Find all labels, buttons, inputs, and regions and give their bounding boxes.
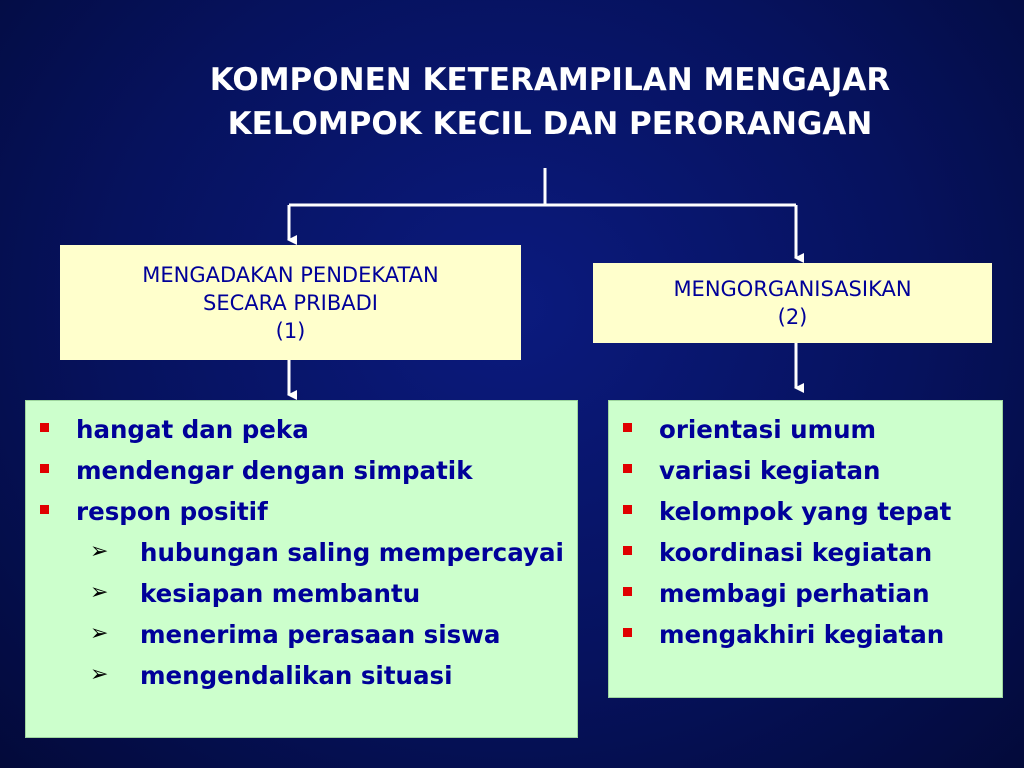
box-pendekatan-number: (1) bbox=[275, 318, 306, 343]
list-mengorganisasikan bbox=[608, 400, 1003, 698]
arrowhead-bullet-icon: ➢ bbox=[90, 621, 109, 646]
list-item-text: kelompok yang tepat bbox=[659, 497, 952, 526]
red-square-bullet-icon bbox=[40, 423, 49, 432]
box-mengorganisasikan bbox=[593, 263, 992, 343]
list-item-text: koordinasi kegiatan bbox=[659, 538, 933, 567]
red-square-bullet-icon bbox=[623, 628, 632, 637]
sub-list-item-text: mengendalikan situasi bbox=[140, 661, 453, 690]
sub-list-item bbox=[26, 655, 577, 696]
list-item-text: mengakhiri kegiatan bbox=[659, 620, 945, 649]
arrowhead-bullet-icon: ➢ bbox=[90, 662, 109, 687]
red-square-bullet-icon bbox=[40, 505, 49, 514]
list-item bbox=[609, 409, 1002, 450]
red-square-bullet-icon bbox=[623, 505, 632, 514]
list-item-text: variasi kegiatan bbox=[659, 456, 881, 485]
list-item bbox=[609, 450, 1002, 491]
box-pendekatan-line-2: SECARA PRIBADI bbox=[203, 290, 378, 315]
arrowhead-bullet-icon: ➢ bbox=[90, 539, 109, 564]
red-square-bullet-icon bbox=[623, 546, 632, 555]
list-item-text: hangat dan peka bbox=[76, 415, 309, 444]
list-item bbox=[26, 409, 577, 450]
sub-list-item bbox=[26, 573, 577, 614]
list-item bbox=[609, 614, 1002, 655]
list-item bbox=[26, 491, 577, 532]
sub-list-item-text: hubungan saling mempercayai bbox=[140, 538, 564, 567]
list-item-text: mendengar dengan simpatik bbox=[76, 456, 473, 485]
list-item-text: orientasi umum bbox=[659, 415, 877, 444]
sub-list-item bbox=[26, 614, 577, 655]
sub-list-item-text: kesiapan membantu bbox=[140, 579, 421, 608]
list-item bbox=[609, 573, 1002, 614]
red-square-bullet-icon bbox=[40, 464, 49, 473]
box-pendekatan-pribadi bbox=[60, 245, 521, 360]
red-square-bullet-icon bbox=[623, 464, 632, 473]
sub-list-item bbox=[26, 532, 577, 573]
sub-list-item-text: menerima perasaan siswa bbox=[140, 620, 501, 649]
list-item bbox=[609, 491, 1002, 532]
list-item bbox=[609, 532, 1002, 573]
list-pendekatan-pribadi bbox=[25, 400, 578, 738]
list-item-text: membagi perhatian bbox=[659, 579, 930, 608]
arrowhead-bullet-icon: ➢ bbox=[90, 580, 109, 605]
box-pendekatan-line-1: MENGADAKAN PENDEKATAN bbox=[142, 262, 439, 287]
box-mengorganisasikan-line-1: MENGORGANISASIKAN bbox=[673, 277, 912, 301]
list-item bbox=[26, 450, 577, 491]
title-line-1: KOMPONEN KETERAMPILAN MENGAJAR bbox=[209, 62, 891, 98]
red-square-bullet-icon bbox=[623, 587, 632, 596]
box-mengorganisasikan-number: (2) bbox=[777, 305, 808, 329]
title-line-2: KELOMPOK KECIL DAN PERORANGAN bbox=[227, 106, 873, 142]
red-square-bullet-icon bbox=[623, 423, 632, 432]
list-item-text: respon positif bbox=[76, 497, 268, 526]
